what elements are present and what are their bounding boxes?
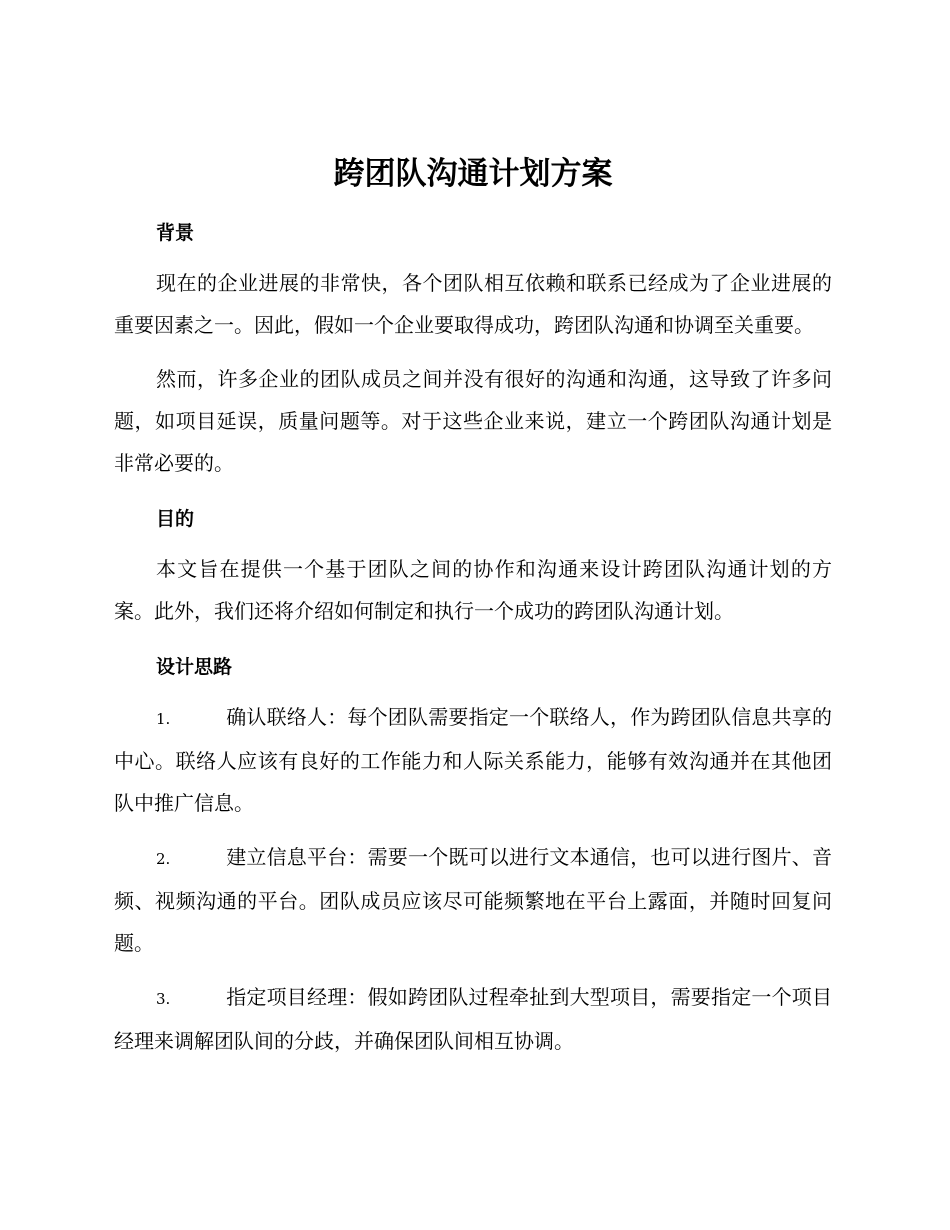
list-item-text: 建立信息平台：需要一个既可以进行文本通信，也可以进行图片、音频、视频沟通的平台。团队成员应该尽可能频繁地在平台上露面，并随时回复问题。 [114,845,832,955]
list-item-number: 1. [156,710,171,728]
document-title: 跨团队沟通计划方案 [333,156,613,192]
list-item-number: 3. [156,990,171,1008]
list-item [114,696,832,824]
paragraph: 本文旨在提供一个基于团队之间的协作和沟通来设计跨团队沟通计划的方案。此外，我们还将介绍如何制定和执行一个成功的跨团队沟通计划。 [114,557,832,623]
list-item-text: 指定项目经理：假如跨团队过程牵扯到大型项目，需要指定一个项目经理来调解团队间的分歧，并确保团队间相互协调。 [114,985,832,1053]
list-item-text: 确认联络人：每个团队需要指定一个联络人，作为跨团队信息共享的中心。联络人应该有良好的工作能力和人际关系能力，能够有效沟通并在其他团队中推广信息。 [114,705,832,815]
section-heading-background: 背景 [156,222,195,244]
list-item [114,976,832,1062]
document-body [114,146,832,1062]
section-heading-design: 设计思路 [156,656,233,678]
list-item [114,836,832,964]
paragraph: 然而，许多企业的团队成员之间并没有很好的沟通和沟通，这导致了许多问题，如项目延误，质量问题等。对于这些企业来说，建立一个跨团队沟通计划是非常必要的。 [114,367,832,475]
section-heading-purpose: 目的 [156,508,195,530]
list-item-number: 2. [156,850,171,868]
paragraph: 现在的企业进展的非常快，各个团队相互依赖和联系已经成为了企业进展的重要因素之一。因此，假如一个企业要取得成功，跨团队沟通和协调至关重要。 [114,271,832,337]
